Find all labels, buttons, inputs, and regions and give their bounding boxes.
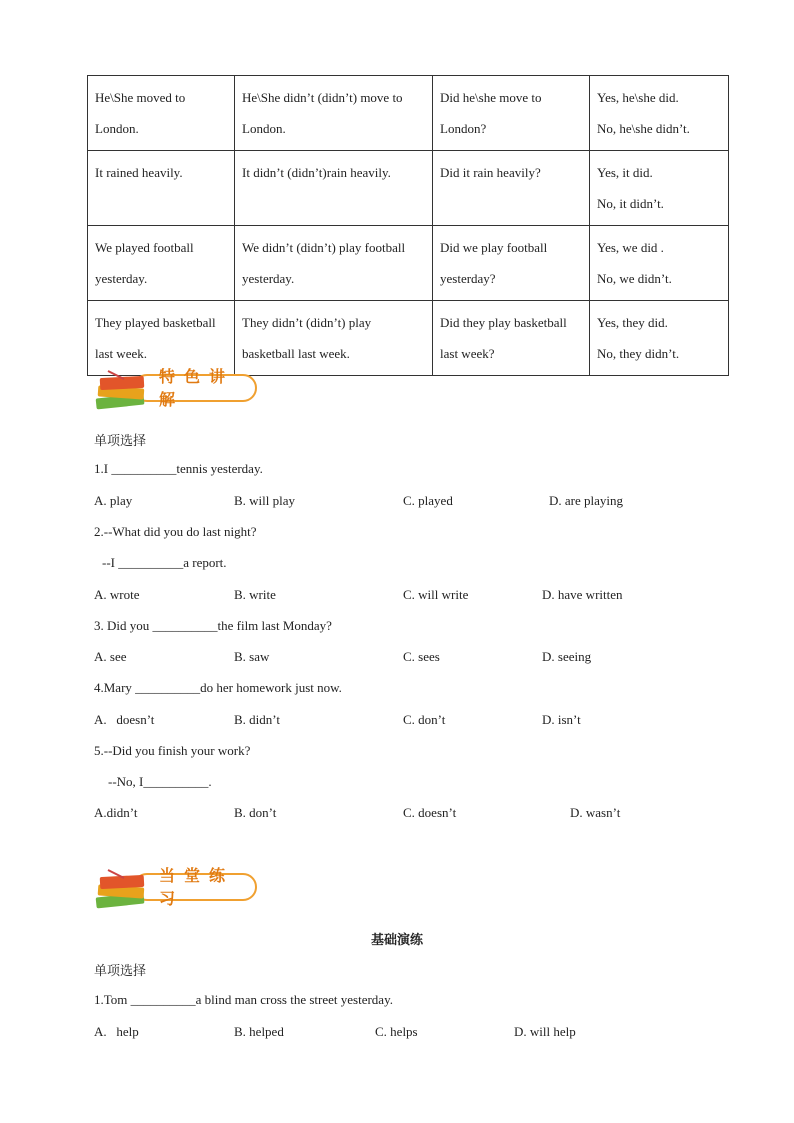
cell-text: No, we didn’t.	[597, 271, 672, 286]
option-c: C. don’t	[403, 712, 446, 727]
option-a: A. play	[94, 493, 133, 508]
cell-text: He\She didn’t (didn’t) move to	[242, 90, 403, 105]
table-cell	[88, 76, 235, 151]
table-cell	[433, 76, 590, 151]
cell-text: yesterday?	[440, 271, 496, 286]
cell-text: basketball last week.	[242, 346, 350, 361]
question-5: 5.--Did you finish your work?	[94, 743, 251, 758]
grammar-table	[87, 75, 729, 376]
table-row	[88, 226, 729, 301]
cell-text: Did we play football	[440, 240, 548, 255]
option-d: D. will help	[514, 1024, 576, 1039]
option-a: A.didn’t	[94, 805, 138, 820]
cell-text: He\She moved to	[95, 90, 186, 105]
question-3: 3. Did you __________the film last Monday?	[94, 618, 332, 633]
cell-text: No, they didn’t.	[597, 346, 680, 361]
question-2: 2.--What did you do last night?	[94, 524, 257, 539]
cell-text: We played football	[95, 240, 194, 255]
option-b: B. write	[234, 587, 276, 602]
cell-text: Did he\she move to	[440, 90, 542, 105]
table-cell	[235, 226, 433, 301]
banner-label: 特色讲解	[159, 367, 235, 409]
question-1: 1.I __________tennis yesterday.	[94, 461, 263, 476]
cell-text: It rained heavily.	[95, 165, 183, 180]
table-cell	[235, 151, 433, 226]
option-b: B. will play	[234, 493, 296, 508]
option-c: C. sees	[403, 649, 440, 664]
cell-text: They didn’t (didn’t) play	[242, 315, 372, 330]
subsection-title: 基础演练	[370, 933, 423, 948]
table-cell	[590, 151, 729, 226]
option-b: B. helped	[234, 1024, 284, 1039]
table-cell	[88, 151, 235, 226]
cell-text: Did they play basketball	[440, 315, 567, 330]
option-b: B. don’t	[234, 805, 277, 820]
option-d: D. seeing	[542, 649, 592, 664]
cell-text: yesterday.	[242, 271, 295, 286]
banner-label: 当堂练习	[159, 866, 235, 908]
table-cell	[590, 226, 729, 301]
cell-text: last week.	[95, 346, 147, 361]
table-cell	[590, 76, 729, 151]
option-b: B. saw	[234, 649, 270, 664]
cell-text: They played basketball	[95, 315, 216, 330]
cell-text: London?	[440, 121, 487, 136]
table-cell	[433, 151, 590, 226]
cell-text: It didn’t (didn’t)rain heavily.	[242, 165, 391, 180]
table-cell	[433, 226, 590, 301]
option-a: A. see	[94, 649, 127, 664]
cell-text: No, he\she didn’t.	[597, 121, 690, 136]
cell-text: Yes, it did.	[597, 165, 653, 180]
table-cell	[235, 76, 433, 151]
cell-text: yesterday.	[95, 271, 148, 286]
option-c: C. doesn’t	[403, 805, 457, 820]
cell-text: Yes, he\she did.	[597, 90, 679, 105]
option-d: D. wasn’t	[570, 805, 621, 820]
cell-text: Did it rain heavily?	[440, 165, 541, 180]
cell-text: last week?	[440, 346, 495, 361]
table-cell	[235, 301, 433, 376]
option-d: D. have written	[542, 587, 623, 602]
option-d: D. are playing	[549, 493, 624, 508]
table-cell	[433, 301, 590, 376]
option-c: C. will write	[403, 587, 469, 602]
option-d: D. isn’t	[542, 712, 581, 727]
option-a: A. help	[94, 1024, 139, 1039]
question-2-reply: --I __________a report.	[102, 555, 227, 570]
cell-text: Yes, they did.	[597, 315, 668, 330]
table-row	[88, 76, 729, 151]
question-4: 4.Mary __________do her homework just now.	[94, 680, 342, 695]
question-1: 1.Tom __________a blind man cross the street yesterday.	[94, 992, 393, 1007]
cell-text: Yes, we did .	[597, 240, 664, 255]
option-c: C. helps	[375, 1024, 418, 1039]
section-banner-dangtang	[94, 867, 259, 911]
option-b: B. didn’t	[234, 712, 280, 727]
cell-text: No, it didn’t.	[597, 196, 664, 211]
option-c: C. played	[403, 493, 453, 508]
option-a: A. wrote	[94, 587, 140, 602]
table-cell	[88, 226, 235, 301]
table-row	[88, 151, 729, 226]
cell-text: We didn’t (didn’t) play football	[242, 240, 406, 255]
table-cell	[590, 301, 729, 376]
section-heading: 单项选择	[94, 964, 147, 979]
section-heading: 单项选择	[94, 434, 147, 449]
cell-text: London.	[95, 121, 139, 136]
option-a: A. doesn’t	[94, 712, 155, 727]
question-5-reply: --No, I__________.	[108, 774, 212, 789]
section-banner-tese	[94, 368, 259, 412]
cell-text: London.	[242, 121, 286, 136]
